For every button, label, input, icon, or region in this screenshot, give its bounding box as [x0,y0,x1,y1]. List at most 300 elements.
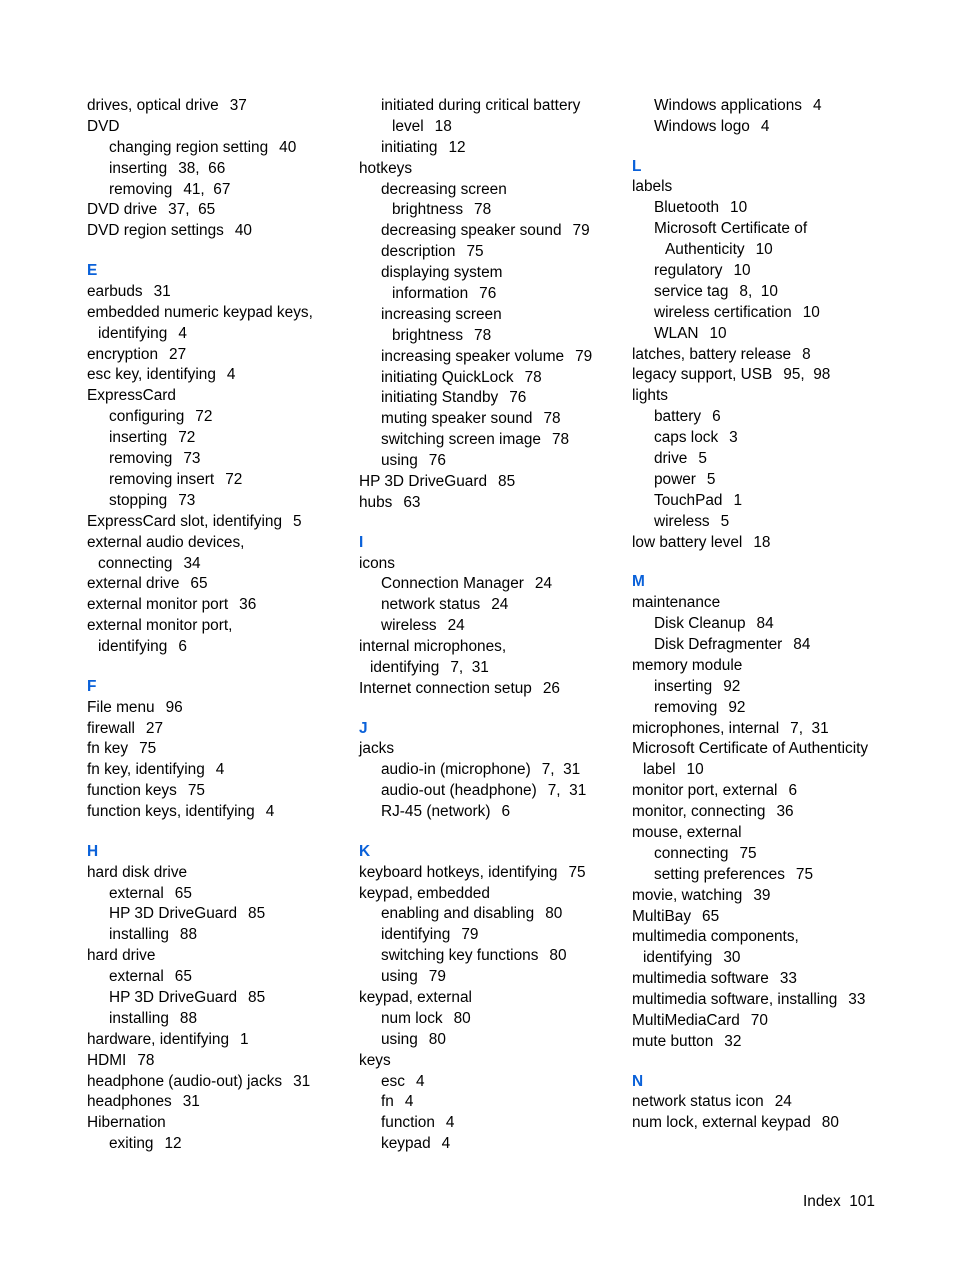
entry-page-numbers: 34 [183,554,201,572]
entry-page-numbers: 33 [779,970,797,988]
index-entry [87,1092,355,1113]
index-entry [87,533,355,554]
entry-page-numbers: 4 [445,1114,455,1132]
entry-page-numbers: 65 [174,884,192,902]
entry-term: DVD region settings [87,222,224,240]
entry-page-numbers: 73 [178,491,196,509]
entry-page-numbers: 79 [572,222,590,240]
index-entry-continuation [632,760,902,781]
index-entry [87,946,355,967]
entry-page-numbers: 72 [178,429,196,447]
entry-page-numbers: 80 [453,1009,471,1027]
entry-page-numbers: 39 [753,886,771,904]
entry-term: removing [654,698,718,716]
entry-page-numbers: 65 [702,907,720,925]
entry-term: displaying system [381,264,503,282]
index-subentry [87,967,355,988]
index-subentry [87,1134,355,1155]
entry-page-numbers: 75 [795,865,814,883]
entry-term: ExpressCard slot, identifying [87,512,283,530]
index-entry [632,365,902,386]
entry-page-numbers: 8, 10 [739,282,778,300]
entry-term: battery [654,408,702,426]
entry-page-numbers: 38, 66 [178,159,226,177]
section-letter-heading: F [87,677,97,695]
index-subentry [359,574,627,595]
section-letter-heading: J [359,719,368,737]
index-entry [87,345,355,366]
index-column-1 [87,96,355,1155]
entry-page-numbers: 8 [802,345,811,363]
index-entry-continuation [359,284,627,305]
index-entry-continuation [87,554,355,575]
entry-page-numbers: 33 [848,991,866,1009]
index-entry [359,493,627,514]
index-entry-continuation [359,658,627,679]
index-subentry [87,925,355,946]
entry-term: icons [359,554,395,572]
index-column-3 [632,96,902,1134]
index-entry [87,1113,355,1134]
entry-page-numbers: 31 [153,282,171,300]
entry-page-numbers: 10 [709,324,727,342]
index-subentry [87,1009,355,1030]
index-entry [87,1051,355,1072]
entry-page-numbers: 72 [195,408,213,426]
index-subentry [632,470,902,491]
index-subentry [632,219,902,240]
entry-page-numbers: 7, 31 [541,761,581,779]
entry-term: increasing speaker volume [381,347,565,365]
index-subentry [87,449,355,470]
entry-term: Microsoft Certificate of Authenticity [632,740,869,758]
entry-term: audio-out (headphone) [381,782,537,800]
index-subentry [632,677,902,698]
entry-page-numbers: 76 [428,452,446,470]
index-subentry [359,925,627,946]
entry-page-numbers: 10 [755,241,773,259]
index-entry [87,117,355,138]
index-subentry [359,1030,627,1051]
entry-term: mouse, external [632,823,742,841]
entry-term: muting speaker sound [381,410,533,428]
page-footer [803,1192,875,1213]
entry-term: drives, optical drive [87,97,219,114]
entry-term: Connection Manager [381,575,524,593]
index-subentry [632,261,902,282]
entry-page-numbers: 79 [575,347,593,365]
index-subentry [359,1092,627,1113]
entry-term: MultiMediaCard [632,1012,740,1029]
entry-term: DVD [87,117,120,135]
index-entry [87,863,355,884]
entry-term: esc key, identifying [87,366,216,384]
entry-term: headphone (audio-out) jacks [87,1072,283,1090]
entry-page-numbers: 4 [813,97,822,114]
entry-term: removing insert [109,470,215,488]
entry-page-numbers: 80 [428,1030,446,1048]
entry-term: installing [109,926,169,944]
index-entry [87,802,355,823]
entry-term: multimedia software [632,970,769,988]
entry-term: mute button [632,1032,714,1050]
entry-term: wireless [381,617,437,635]
entry-term: using [381,1030,418,1048]
entry-page-numbers: 76 [509,389,527,407]
entry-term: function keys, identifying [87,803,255,821]
entry-term: inserting [109,429,168,447]
entry-term: fn key, identifying [87,761,205,779]
index-subentry [359,946,627,967]
index-entry [632,593,902,614]
index-subentry [359,904,627,925]
entry-page-numbers: 85 [248,905,266,923]
entry-page-numbers: 70 [750,1012,768,1029]
index-subentry [359,430,627,451]
index-subentry [87,470,355,491]
entry-term: keypad, embedded [359,884,490,902]
index-entry-continuation [632,948,902,969]
entry-term: movie, watching [632,886,743,904]
index-subentry [632,324,902,345]
entry-term: keypad [381,1135,431,1153]
index-entry [87,574,355,595]
index-subentry [632,698,902,719]
entry-term: Microsoft Certificate of [654,220,808,238]
entry-term: multimedia components, [632,928,799,946]
index-entry [632,927,902,948]
entry-term: wireless certification [654,303,792,321]
entry-term: labels [632,178,673,196]
entry-term: network status icon [632,1093,764,1111]
entry-page-numbers: 75 [139,740,157,758]
index-entry-continuation [359,117,627,138]
entry-page-numbers: 75 [466,243,484,261]
index-subentry [632,844,902,865]
index-entry [87,1030,355,1051]
entry-term: microphones, internal [632,719,780,737]
entry-term: ExpressCard [87,387,176,405]
entry-page-numbers: 10 [802,303,820,321]
index-entry [87,282,355,303]
entry-page-numbers: 84 [793,635,811,653]
entry-page-numbers: 10 [730,199,748,217]
entry-term: MultiBay [632,907,692,925]
index-entry [632,802,902,823]
entry-term: Authenticity [665,241,745,259]
entry-page-numbers: 36 [776,803,794,821]
index-entry [632,886,902,907]
entry-term: TouchPad [654,491,723,509]
index-subentry [87,407,355,428]
index-entry [87,719,355,740]
entry-page-numbers: 37, 65 [168,201,216,219]
entry-page-numbers: 1 [240,1030,249,1048]
entry-term: keypad, external [359,989,472,1007]
entry-term: using [381,968,418,986]
entry-page-numbers: 95, 98 [783,366,831,384]
entry-term: low battery level [632,533,743,551]
entry-term: external monitor port [87,596,229,614]
entry-page-numbers: 4 [215,761,225,779]
index-subentry [359,138,627,159]
index-entry [87,616,355,637]
entry-term: hotkeys [359,159,413,177]
index-subentry [632,449,902,470]
index-entry [87,96,355,117]
index-entry [359,884,627,905]
index-column-2 [359,96,627,1155]
index-entry [87,739,355,760]
section-letter-heading: H [87,842,99,860]
index-entry-continuation [87,324,355,345]
index-entry [87,221,355,242]
entry-term: power [654,470,696,488]
index-entry [359,988,627,1009]
entry-page-numbers: 7, 31 [790,719,829,737]
index-subentry [87,138,355,159]
entry-term: drive [654,450,688,468]
entry-term: regulatory [654,262,723,280]
section-letter-heading: K [359,842,371,860]
entry-page-numbers: 85 [498,473,516,491]
entry-term: HP 3D DriveGuard [109,989,238,1007]
entry-page-numbers: 4 [265,803,275,821]
index-entry [87,698,355,719]
entry-term: initiating QuickLock [381,368,514,386]
entry-page-numbers: 4 [404,1093,414,1111]
entry-term: internal microphones, [359,638,507,656]
entry-page-numbers: 63 [403,493,421,511]
entry-term: legacy support, USB [632,366,773,384]
entry-term: RJ-45 (network) [381,803,491,821]
index-subentry [632,865,902,886]
entry-term: initiating [381,138,438,156]
index-subentry [359,802,627,823]
entry-term: monitor port, external [632,782,778,800]
entry-term: enabling and disabling [381,905,535,923]
entry-term: esc [381,1072,405,1090]
index-entry [359,637,627,658]
entry-term: Windows logo [654,117,750,135]
index-subentry [359,451,627,472]
index-subentry [632,303,902,324]
entry-term: identifying [643,949,713,967]
index-entry [632,1011,902,1032]
entry-page-numbers: 4 [178,324,187,342]
entry-term: Windows applications [654,97,802,114]
entry-term: hubs [359,493,393,511]
index-entry-continuation [359,326,627,347]
index-entry [632,656,902,677]
index-subentry [359,180,627,201]
index-subentry [632,117,902,138]
entry-page-numbers: 7, 31 [450,658,489,676]
entry-term: external drive [87,575,180,593]
index-entry [87,1072,355,1093]
entry-term: DVD drive [87,201,158,219]
entry-term: identifying [381,926,451,944]
entry-page-numbers: 78 [474,201,492,219]
index-subentry [359,347,627,368]
entry-term: stopping [109,491,168,509]
index-entry [359,739,627,760]
entry-term: level [392,117,424,135]
entry-page-numbers: 6 [178,638,187,656]
entry-term: jacks [359,740,395,758]
entry-page-numbers: 78 [474,326,492,344]
entry-term: num lock [381,1009,443,1027]
entry-term: hard disk drive [87,863,188,881]
index-entry [87,781,355,802]
entry-term: lights [632,387,668,405]
entry-term: fn [381,1093,394,1111]
entry-term: identifying [98,638,168,656]
entry-term: File menu [87,698,155,716]
entry-term: audio-in (microphone) [381,761,531,779]
entry-term: WLAN [654,324,699,342]
entry-term: firewall [87,719,135,737]
entry-page-numbers: 78 [543,410,561,428]
entry-page-numbers: 1 [733,491,743,509]
section-letter-heading: E [87,262,98,280]
entry-page-numbers: 4 [441,1135,451,1153]
entry-term: configuring [109,408,185,426]
index-subentry [87,884,355,905]
index-entry [87,365,355,386]
entry-term: changing region setting [109,138,269,156]
entry-page-numbers: 85 [248,989,266,1007]
entry-page-numbers: 84 [756,615,774,633]
entry-page-numbers: 78 [137,1051,155,1069]
entry-term: connecting [654,844,729,862]
index-subentry [359,368,627,389]
index-entry [87,512,355,533]
entry-page-numbers: 80 [545,905,563,923]
entry-term: switching screen image [381,431,541,449]
index-subentry [632,512,902,533]
index-entry [87,386,355,407]
index-entry-continuation [632,240,902,261]
index-entry [359,863,627,884]
index-subentry [87,491,355,512]
index-subentry [359,1009,627,1030]
index-entry [632,1032,902,1053]
entry-page-numbers: 65 [174,968,192,986]
entry-term: fn key [87,740,129,758]
index-subentry [359,1072,627,1093]
entry-page-numbers: 5 [293,512,302,530]
index-subentry [359,305,627,326]
index-subentry [87,159,355,180]
entry-term: Disk Defragmenter [654,635,783,653]
footer-label: Index [803,1193,841,1210]
entry-page-numbers: 18 [753,533,771,551]
entry-page-numbers: 78 [524,368,542,386]
entry-term: embedded numeric keypad keys, [87,303,313,321]
index-subentry [359,388,627,409]
index-entry [632,177,902,198]
entry-term: multimedia software, installing [632,991,838,1009]
entry-page-numbers: 96 [165,698,183,716]
section-letter-heading: M [632,573,645,591]
entry-term: external [109,884,164,902]
entry-page-numbers: 24 [447,617,465,635]
entry-page-numbers: 75 [187,782,205,800]
entry-term: maintenance [632,594,721,612]
entry-term: decreasing screen [381,180,507,198]
entry-page-numbers: 12 [164,1135,182,1153]
entry-term: hard drive [87,947,156,965]
entry-page-numbers: 72 [225,470,243,488]
entry-term: service tag [654,282,729,300]
entry-page-numbers: 24 [491,596,509,614]
index-entry [359,554,627,575]
entry-page-numbers: 88 [179,926,198,944]
index-entry [632,739,902,760]
index-subentry [632,96,902,117]
entry-term: Internet connection setup [359,679,532,697]
index-subentry [359,409,627,430]
entry-term: removing [109,450,173,468]
index-subentry [632,614,902,635]
section-letter-heading: L [632,157,642,175]
index-subentry [359,96,627,117]
entry-term: Bluetooth [654,199,720,217]
index-subentry [359,1134,627,1155]
index-entry-continuation [87,637,355,658]
entry-page-numbers: 12 [448,138,466,156]
entry-term: initiated during critical battery [381,97,581,114]
entry-term: identifying [370,658,440,676]
entry-term: monitor, connecting [632,803,766,821]
index-subentry [87,904,355,925]
index-entry [632,823,902,844]
entry-page-numbers: 40 [279,138,297,156]
entry-page-numbers: 26 [542,679,560,697]
entry-term: function [381,1114,435,1132]
entry-term: inserting [654,677,713,695]
index-subentry [87,988,355,1009]
index-entry [87,760,355,781]
index-entry [632,907,902,928]
entry-page-numbers: 31 [293,1072,311,1090]
entry-page-numbers: 4 [760,117,770,135]
entry-page-numbers: 92 [723,677,741,695]
entry-page-numbers: 88 [179,1009,198,1027]
entry-term: brightness [392,326,464,344]
entry-page-numbers: 79 [428,968,446,986]
entry-page-numbers: 24 [774,1093,792,1111]
entry-term: label [643,761,676,779]
entry-page-numbers: 75 [568,863,586,881]
index-subentry [359,242,627,263]
entry-term: external audio devices, [87,533,245,551]
entry-term: memory module [632,656,743,674]
entry-page-numbers: 80 [549,947,567,965]
entry-page-numbers: 31 [182,1093,200,1111]
page-number: 101 [849,1193,875,1210]
entry-term: decreasing speaker sound [381,222,562,240]
index-entry [632,386,902,407]
index-entry [87,303,355,324]
index-entry [87,200,355,221]
index-subentry [359,595,627,616]
entry-term: external monitor port, [87,617,233,635]
entry-term: setting preferences [654,865,785,883]
index-subentry [359,781,627,802]
entry-page-numbers: 10 [686,761,704,779]
